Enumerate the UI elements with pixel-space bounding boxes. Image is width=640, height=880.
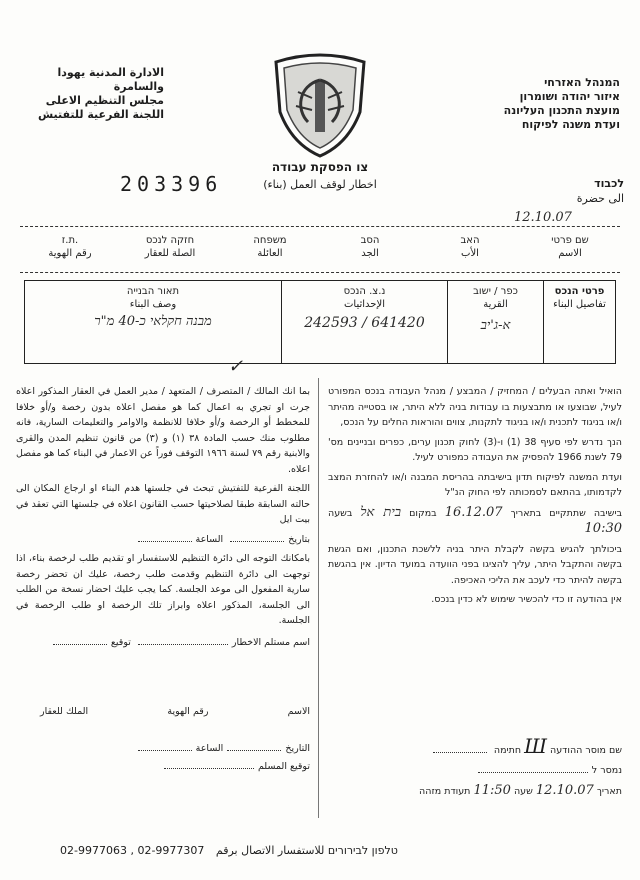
person-field [120,234,220,270]
order-title-arabic: اخطار لوقف العمل (بناء) [263,178,377,191]
addressee-label-arabic: الى حضرة [576,192,624,205]
cell-label-arabic: الإحداثيات [344,299,385,310]
blank-line [138,750,192,751]
arabic-paragraph-1: بما انك المالك / المتصرف / المتعهد / مدير العمل في العقار المذكور اعلاه جرت او تجري به اعمال كما هو مفصل اعلاه بدون رخصة و/أو خلافا للمخطط أو الرخصة و/أو خلافا للانظمة والاوامر والتعليمات السارية، فانه مطلوب منك حسب المادة ٣٨ (١) و (٣) من قانون تنظيم المدن والقرى والابنية رقم ٧٩ لسنة ١٩٦٦ التوقف فوراً عن الاعمار في البناء كما هو مفصل اعلاه. [15,386,310,475]
blank-line [138,644,228,645]
hebrew-paragraph-5: אין בהודעה זו כדי להכשיר שימוש לא כדין בנכס. [431,594,622,605]
arabic-header-line: مجلس التنظيم الاعلى [45,94,164,107]
hebrew-header [440,76,620,132]
hebrew-paragraph-3: ועדת המשנה לפיקוח תדון בישיבתה בהריסת המבנה ו/או להחזרת המצב לקדמותו, בהתאם לסמכותה לפי החוק הנ"ל [328,471,622,498]
blank-line [478,772,588,773]
inspector-signature: Ш [524,734,547,758]
arabic-paragraph-3: بامكانك التوجه الى دائرة التنظيم للاستفسار او تقديم طلب لرخصة بناء، اذا توجهت الى دائرة التنظيم وقدمت طلب رخصة، عليك ان تحضر رخصة سارية المفعول الى موعد الجلسة. كما يجب عليك احضار نسخة من الطلب الى الجلسة، المذكور اعلاه وابراز تلك الرخصة او طلب الرخصة في الجلسة. [16,553,310,626]
addressee-label-hebrew: לכבוד [594,177,624,190]
receiver-col: الملك للعقار [40,706,89,717]
time-label: الساعة [195,533,224,545]
hebrew-paragraph-1: הואיל ואתה הבעלים / המחזיק / המבצע / מנהל העבודה בנכס המפורט לעיל, שבוצעו או מתבצעות בו עבודות בניה ללא היתר, או בסטייה מהיתר ו/או בניגוד לתכנית ו/או בניגוד לתקנות, צווים והוראות החלים על הנכס, [328,386,622,428]
arabic-receipt-line [16,635,310,651]
date-label: التاريخ [285,743,310,754]
meeting-label: בישיבה שתתקיים בתאריך [510,507,623,519]
time-label: الساعة [195,743,224,754]
field-label-arabic: الجد [361,248,379,259]
field-label-hebrew: ת.ז. [61,235,79,246]
field-label-hebrew: משפחה [253,235,287,246]
meeting-place-label: במקום [409,507,437,519]
hebrew-paragraph-4: ביכולתך להגיש בקשה לקבלת היתר בניה ללשכת התכנון, ואם הגשת בקשה והתקבל היתר, עליך להציגו בפני הוועדה במועד הדיון. אין בהגשת בקשה להיתר כדי לעכב את הליכי האכיפה. [328,543,622,586]
inspector-line [328,736,622,761]
sign-label: توقيع المسلم [257,761,310,772]
footer-text: טלפון לבירורים للاستفسار الاتصال برقم [215,844,398,857]
meeting-time-label: בשעה [328,507,353,519]
delivery-line [110,758,310,776]
cell-value: א-ג'יב [480,318,511,333]
field-label-hebrew: הסב [360,235,380,246]
arabic-body [16,384,310,654]
addressee-labels [548,176,624,206]
meeting-time: 10:30 [584,521,622,536]
receiver-col: رقم الهوية [167,706,209,717]
hebrew-header-line: המנהל האזרחי [544,76,620,89]
blank-line [227,750,281,751]
field-label-arabic: الأب [461,248,479,259]
meeting-date: 16.12.07 [444,504,503,520]
cell-label-hebrew: נ.צ. הנכס [343,286,386,297]
arabic-header-line: اللجنة الفرعية للتفتيش [37,108,164,121]
seal-icon [268,52,372,160]
receiver-line [328,761,622,781]
hour-label: שעה [513,786,533,797]
delivery-time-line [328,781,622,802]
receiver-row [40,706,310,717]
field-label-hebrew: האב [460,235,480,246]
hebrew-paragraph-2: הנך נדרש לפי סעיף 38 (1) ו-(3) לחוק תכנון ערים, כפרים ובניינים מס' 79 לשנת 1966 להפסיק את העבודה כמפורט לעיל. [328,436,623,463]
inspector-label: שם מוסר ההודעה [550,745,622,756]
cell-label-hebrew: כפר / ישוב [473,286,518,297]
arabic-header-line: الادارة المدنية يهودا [57,66,164,79]
cell-value: 242593 / 641420 [304,315,425,331]
id-label: תעודת מזהה [419,786,471,797]
cell-value: מבנה חקלאי כ-40 מ"ר [94,314,212,329]
cell-label-hebrew: תאור הבנייה [126,286,180,297]
blank-line [53,644,107,645]
person-field [320,234,420,270]
field-label-arabic: الصلة للعقار [144,248,196,259]
delivery-line [110,740,310,758]
table-cell-description [25,281,281,363]
person-fields [20,234,620,270]
cell-label-hebrew: פרטי הנכס [554,286,605,297]
column-divider [318,378,319,818]
delivery-date: 12.10.07 [535,783,594,798]
received-label: اسم مستلم الاخطار [231,636,310,648]
footer [60,844,398,857]
blank-line [164,768,254,769]
order-serial-number: 203396 [120,172,223,196]
blank-line [433,752,487,753]
receiver-label: נמסר ל [591,765,622,776]
signature-label: توقيع [110,636,131,648]
hebrew-header-line: איזור יהודה ושומרון [519,90,620,103]
arabic-header-line: والسامرة [113,80,164,93]
order-title-hebrew: צו הפסקת עבודה [271,160,369,174]
person-field [420,234,520,270]
property-table [24,280,616,364]
delivery-hour: 11:50 [473,783,511,798]
field-label-arabic: العائلة [257,248,283,259]
check-mark-icon: ✓ [228,356,244,377]
person-field [520,234,620,270]
cell-label-arabic: تفاصيل البناء [553,299,606,310]
signature-label: חתימה [493,745,522,756]
footer-phones: 02-9977063 , 02-9977307 [60,844,205,857]
hebrew-header-line: ועדת משנה לפיקוח [521,118,620,131]
person-field [20,234,120,270]
blank-line [230,541,284,542]
date-label: תאריך [596,786,622,797]
field-label-arabic: رقم الهوية [48,248,92,259]
divider [20,272,620,273]
field-label-hebrew: שם פרטי [551,235,589,246]
field-label-arabic: الاسم [558,248,582,259]
table-cell-coordinates [281,281,447,363]
delivery-block [110,740,310,776]
receiver-col: الاسم [287,706,310,717]
arabic-meeting-line [16,532,310,548]
cell-label-arabic: القرية [483,299,508,310]
table-cell-village [447,281,543,363]
inspector-block [328,736,622,802]
date-label: بتاريخ [288,533,310,545]
issue-date-small: 12.10.07 [514,210,572,225]
cell-label-arabic: وصف البناء [129,299,177,310]
hebrew-body [328,384,622,612]
meeting-place: בית אל [360,504,402,520]
table-cell-property [543,281,615,363]
blank-line [138,541,192,542]
field-label-hebrew: חזקה לנכס [145,235,195,246]
arabic-paragraph-2: اللجنة الفرعية للتفتيش تبحث في جلستها هدم البناء او ارجاع المكان الى حالته السابقة طبقا لصلاحيتها حسب القانون اعلاه في جلستها التي تعقد في بيت ايل [16,483,310,525]
hebrew-header-line: מועצת התכנון העליונה [503,104,620,117]
person-field [220,234,320,270]
meeting-line [328,505,622,538]
arabic-header [24,66,164,122]
divider [20,226,620,227]
